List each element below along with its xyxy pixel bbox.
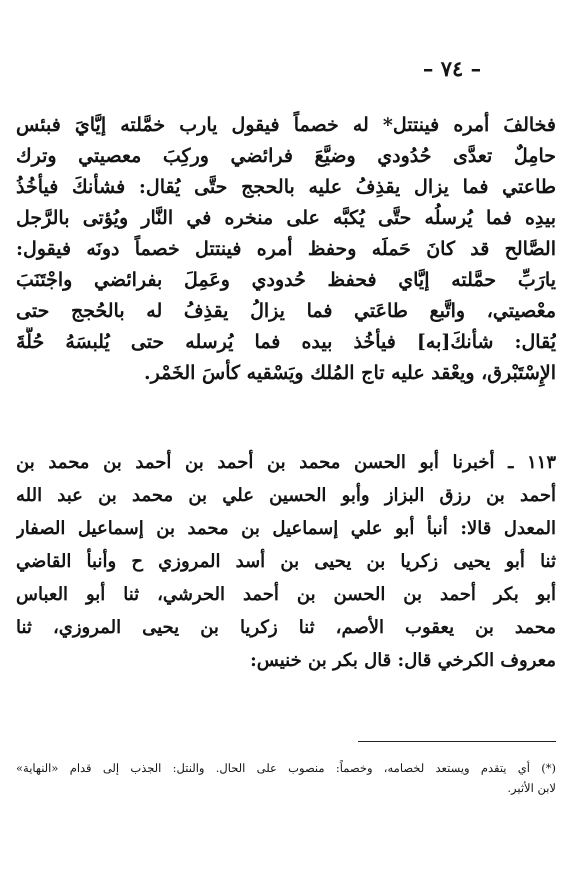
text-line: أبو بكر أحمد بن الحسن بن أحمد الحرشي، ثنا أبو العباس [16,584,556,605]
text-line: ثنا أبو يحيى زكريا بن يحيى بن أسد المروزي ح وأنبأ القاضي [16,551,556,572]
text-line: بيدِه فما يُرسلُه حتَّى يُكبَّه على منخره في النَّار ويُؤتى بالرَّجل [16,207,556,229]
text-line: فخالفَ أمره فينتتل* له خصماً فيقول يارب خمَّلته إيَّايَ فبئس [16,114,556,136]
text-line: معروف الكرخي قال: قال بكر بن خنيس: [250,650,556,671]
footnote-line: (*) أي يتقدم ويستعد لخصامه، وخصماً: منصوب على الحال. والنتل: الجذب إلى قدام «النهاية» [16,761,556,775]
text-line: يارَبِّ حمَّلته إيَّاي فحفظ حُدودي وعَمِلَ بفرائضي واجْتَنَبَ [16,269,556,291]
text-line: أحمد بن رزق البزاز وأبو الحسين علي بن محمد بن عبد الله [16,485,556,506]
footnote [16,758,556,798]
text-line: الصَّالح قد كانَ حَملَه وحفظ أمره فينتتل خصماً دونَه فيقول: [16,238,556,260]
text-line: المعدل قالا: أنبأ أبو علي إسماعيل بن محمد بن إسماعيل الصفار [16,518,556,539]
hadith-text [16,110,556,389]
footnote-line: لابن الأثير. [507,781,556,795]
text-line: ١١٣ ـ أخبرنا أبو الحسن محمد بن أحمد بن أحمد بن محمد بن [16,452,556,473]
text-line: الإِسْتَبْرق، ويعْقد عليه تاج المُلك ويَسْقيه كأسَ الخَمْر. [143,362,556,384]
page-number: – ٧٤ – [422,56,482,81]
text-line: حامِلٌ تعدَّى حُدُودي وضيَّعَ فرائضي وركِبَ معصيتي وترك [16,145,556,167]
text-line: معْصيتي، واتَّبع طاعَتي فما يزالُ يقذِفُ له بالحُجج حتى [16,300,556,322]
text-line: محمد بن يعقوب الأصم، ثنا زكريا بن يحيى المروزي، ثنا [16,617,556,638]
footnote-divider [358,741,556,742]
text-line: يُقال: شأنكَ[به] فيأخُذ بيده فما يُرسله حتى يُلبسَهُ حُلَّةَ [16,331,556,353]
isnad-text [16,446,556,677]
text-line: طاعتي فما يزال يقذِفُ عليه بالحجج حتَّى يُقال: فشأنكَ فيأخُذُ [16,176,556,198]
